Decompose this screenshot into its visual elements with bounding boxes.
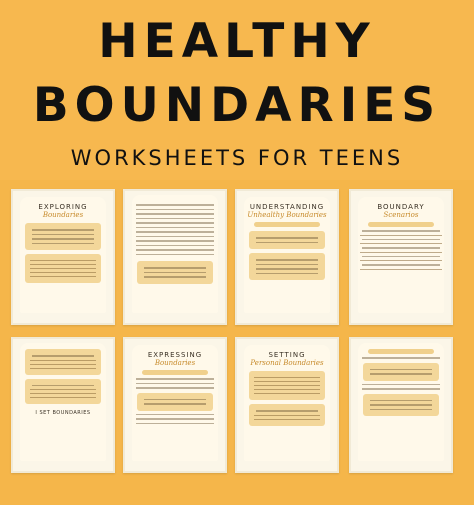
- worksheet-box: [249, 231, 325, 249]
- worksheet-card-setting: [235, 337, 339, 473]
- worksheet-box: [25, 379, 101, 405]
- worksheet-title: SETTING: [268, 351, 306, 359]
- worksheet-page: [132, 345, 218, 461]
- worksheet-card-understanding: [235, 189, 339, 325]
- worksheet-script-title: Unhealthy Boundaries: [247, 211, 327, 219]
- worksheet-page: [358, 197, 444, 313]
- worksheet-box: [25, 349, 101, 375]
- worksheet-page: [244, 345, 330, 461]
- worksheet-card-exploring: [11, 189, 115, 325]
- worksheet-box: [25, 223, 101, 250]
- worksheet-title: UNDERSTANDING: [249, 203, 325, 211]
- worksheet-page: [20, 197, 106, 313]
- worksheet-box: [137, 261, 213, 284]
- worksheet-box: [363, 363, 439, 381]
- worksheet-script-title: Scenarios: [383, 211, 419, 219]
- affirmation-text: I SET BOUNDARIES: [35, 410, 91, 416]
- worksheet-box: [25, 254, 101, 283]
- worksheet-box: [363, 394, 439, 417]
- worksheet-page: [132, 195, 218, 313]
- worksheet-title: BOUNDARY: [377, 203, 425, 211]
- worksheet-card-expressing: [123, 337, 227, 473]
- worksheet-box: [249, 371, 325, 400]
- worksheet-page: [20, 343, 106, 461]
- worksheet-box: [249, 253, 325, 280]
- worksheet-title: EXPRESSING: [147, 351, 203, 359]
- worksheet-script-title: Boundaries: [42, 211, 84, 219]
- worksheet-card-types: [349, 337, 453, 473]
- worksheet-page: [244, 197, 330, 313]
- subtitle: WORKSHEETS FOR TEENS: [70, 146, 404, 170]
- worksheet-card-scenarios: [349, 189, 453, 325]
- worksheet-page: [358, 343, 444, 461]
- worksheet-box: [249, 404, 325, 426]
- worksheet-box: [137, 393, 213, 411]
- worksheet-card-questions: [123, 189, 227, 325]
- worksheet-card-reflection: [11, 337, 115, 473]
- worksheet-script-title: Personal Boundaries: [250, 359, 324, 367]
- main-title-line1: HEALTHY: [98, 14, 376, 69]
- main-title-line2: BOUNDARIES: [32, 78, 442, 133]
- worksheet-title: EXPLORING: [38, 203, 88, 211]
- worksheet-script-title: Boundaries: [154, 359, 196, 367]
